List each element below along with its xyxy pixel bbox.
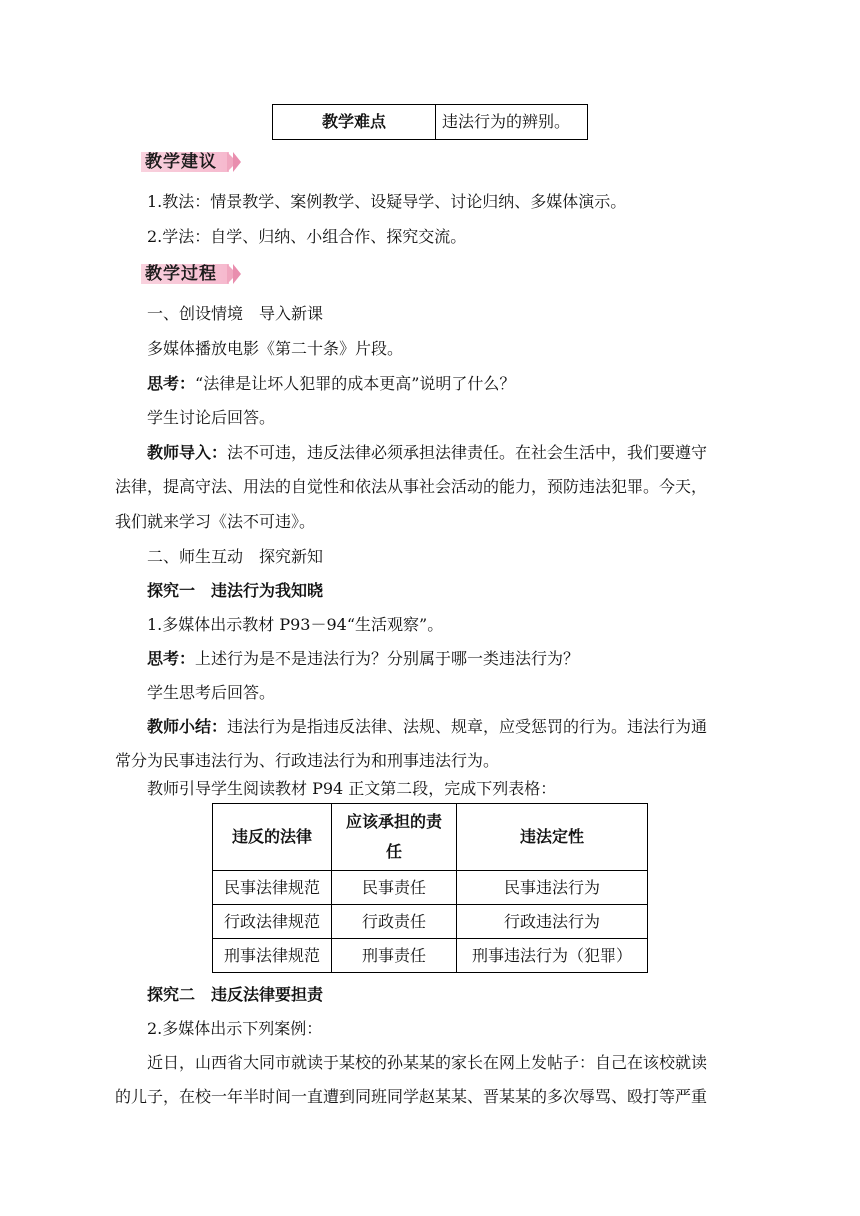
table-cell: 民事法律规范 — [213, 871, 332, 905]
case-line2: 的儿子，在校一年半时间一直遭到同班同学赵某某、晋某某的多次辱骂、殴打等严重 — [115, 1087, 708, 1106]
teaching-method: 1.教法：情景教学、案例教学、设疑导学、讨论归纳、多媒体演示。 — [147, 192, 627, 211]
difficulty-key: 教学难点 — [273, 105, 436, 140]
table-cell: 刑事责任 — [332, 939, 457, 973]
summary-line1: 教师小结：违法行为是指违反法律、法规、规章，应受惩罚的行为。违法行为通 — [147, 717, 708, 736]
s1-answer: 学生讨论后回答。 — [147, 408, 276, 427]
responsibility-table — [212, 803, 648, 973]
think1 — [147, 372, 787, 396]
think2 — [147, 647, 787, 671]
think2-text: 上述行为是不是违法行为？分别属于哪一类违法行为？ — [195, 649, 580, 668]
summary-line2: 常分为民事违法行为、行政违法行为和刑事违法行为。 — [115, 751, 500, 770]
summary-label: 教师小结： — [147, 717, 228, 736]
process-heading: 教学过程 — [145, 264, 217, 284]
e2-line1: 2.多媒体出示下列案例： — [147, 1019, 323, 1038]
difficulty-value: 违法行为的辨别。 — [436, 105, 588, 140]
intro-line3: 我们就来学习《法不可违》。 — [115, 512, 316, 531]
difficulty-table — [272, 104, 588, 140]
suggestion-heading-badge — [141, 150, 241, 174]
case-line1: 近日，山西省大同市就读于某校的孙某某的家长在网上发帖子：自己在该校就读 — [147, 1053, 708, 1072]
table-row — [213, 905, 648, 939]
e1-line1: 1.多媒体出示教材 P93－94“生活观察”。 — [147, 615, 444, 634]
think2-label: 思考： — [147, 649, 196, 668]
table-cell: 行政责任 — [332, 905, 457, 939]
table-cell: 民事责任 — [332, 871, 457, 905]
intro-line2: 法律，提高守法、用法的自觉性和依法从事社会活动的能力，预防违法犯罪。今天， — [115, 477, 708, 496]
guide-line: 教师引导学生阅读教材 P94 正文第二段，完成下列表格： — [147, 779, 557, 798]
think1-text: “法律是让坏人犯罪的成本更高”说明了什么？ — [195, 374, 516, 393]
table-cell: 刑事法律规范 — [213, 939, 332, 973]
table-cell: 刑事违法行为（犯罪） — [457, 939, 648, 973]
intro-line1: 教师导入：法不可违，违反法律必须承担法律责任。在社会生活中，我们要遵守 — [147, 443, 708, 462]
header-responsibility: 应该承担的责任 — [332, 804, 457, 871]
section1-title: 一、创设情境 导入新课 — [147, 304, 324, 323]
table-row — [213, 939, 648, 973]
table-cell: 行政法律规范 — [213, 905, 332, 939]
s1-line1: 多媒体播放电影《第二十条》片段。 — [147, 339, 404, 358]
table-cell: 行政违法行为 — [457, 905, 648, 939]
e1-answer: 学生思考后回答。 — [147, 683, 276, 702]
header-law: 违反的法律 — [213, 804, 332, 871]
explore1-title: 探究一 违法行为我知晓 — [147, 581, 324, 600]
learning-method: 2.学法：自学、归纳、小组合作、探究交流。 — [147, 227, 467, 246]
table-cell: 民事违法行为 — [457, 871, 648, 905]
suggestion-heading: 教学建议 — [145, 152, 217, 172]
intro-label: 教师导入： — [147, 443, 228, 462]
table-row — [213, 871, 648, 905]
process-heading-badge — [141, 262, 241, 286]
explore2-title: 探究二 违反法律要担责 — [147, 985, 324, 1004]
section2-title: 二、师生互动 探究新知 — [147, 547, 324, 566]
think1-label: 思考： — [147, 374, 196, 393]
header-nature: 违法定性 — [457, 804, 648, 871]
